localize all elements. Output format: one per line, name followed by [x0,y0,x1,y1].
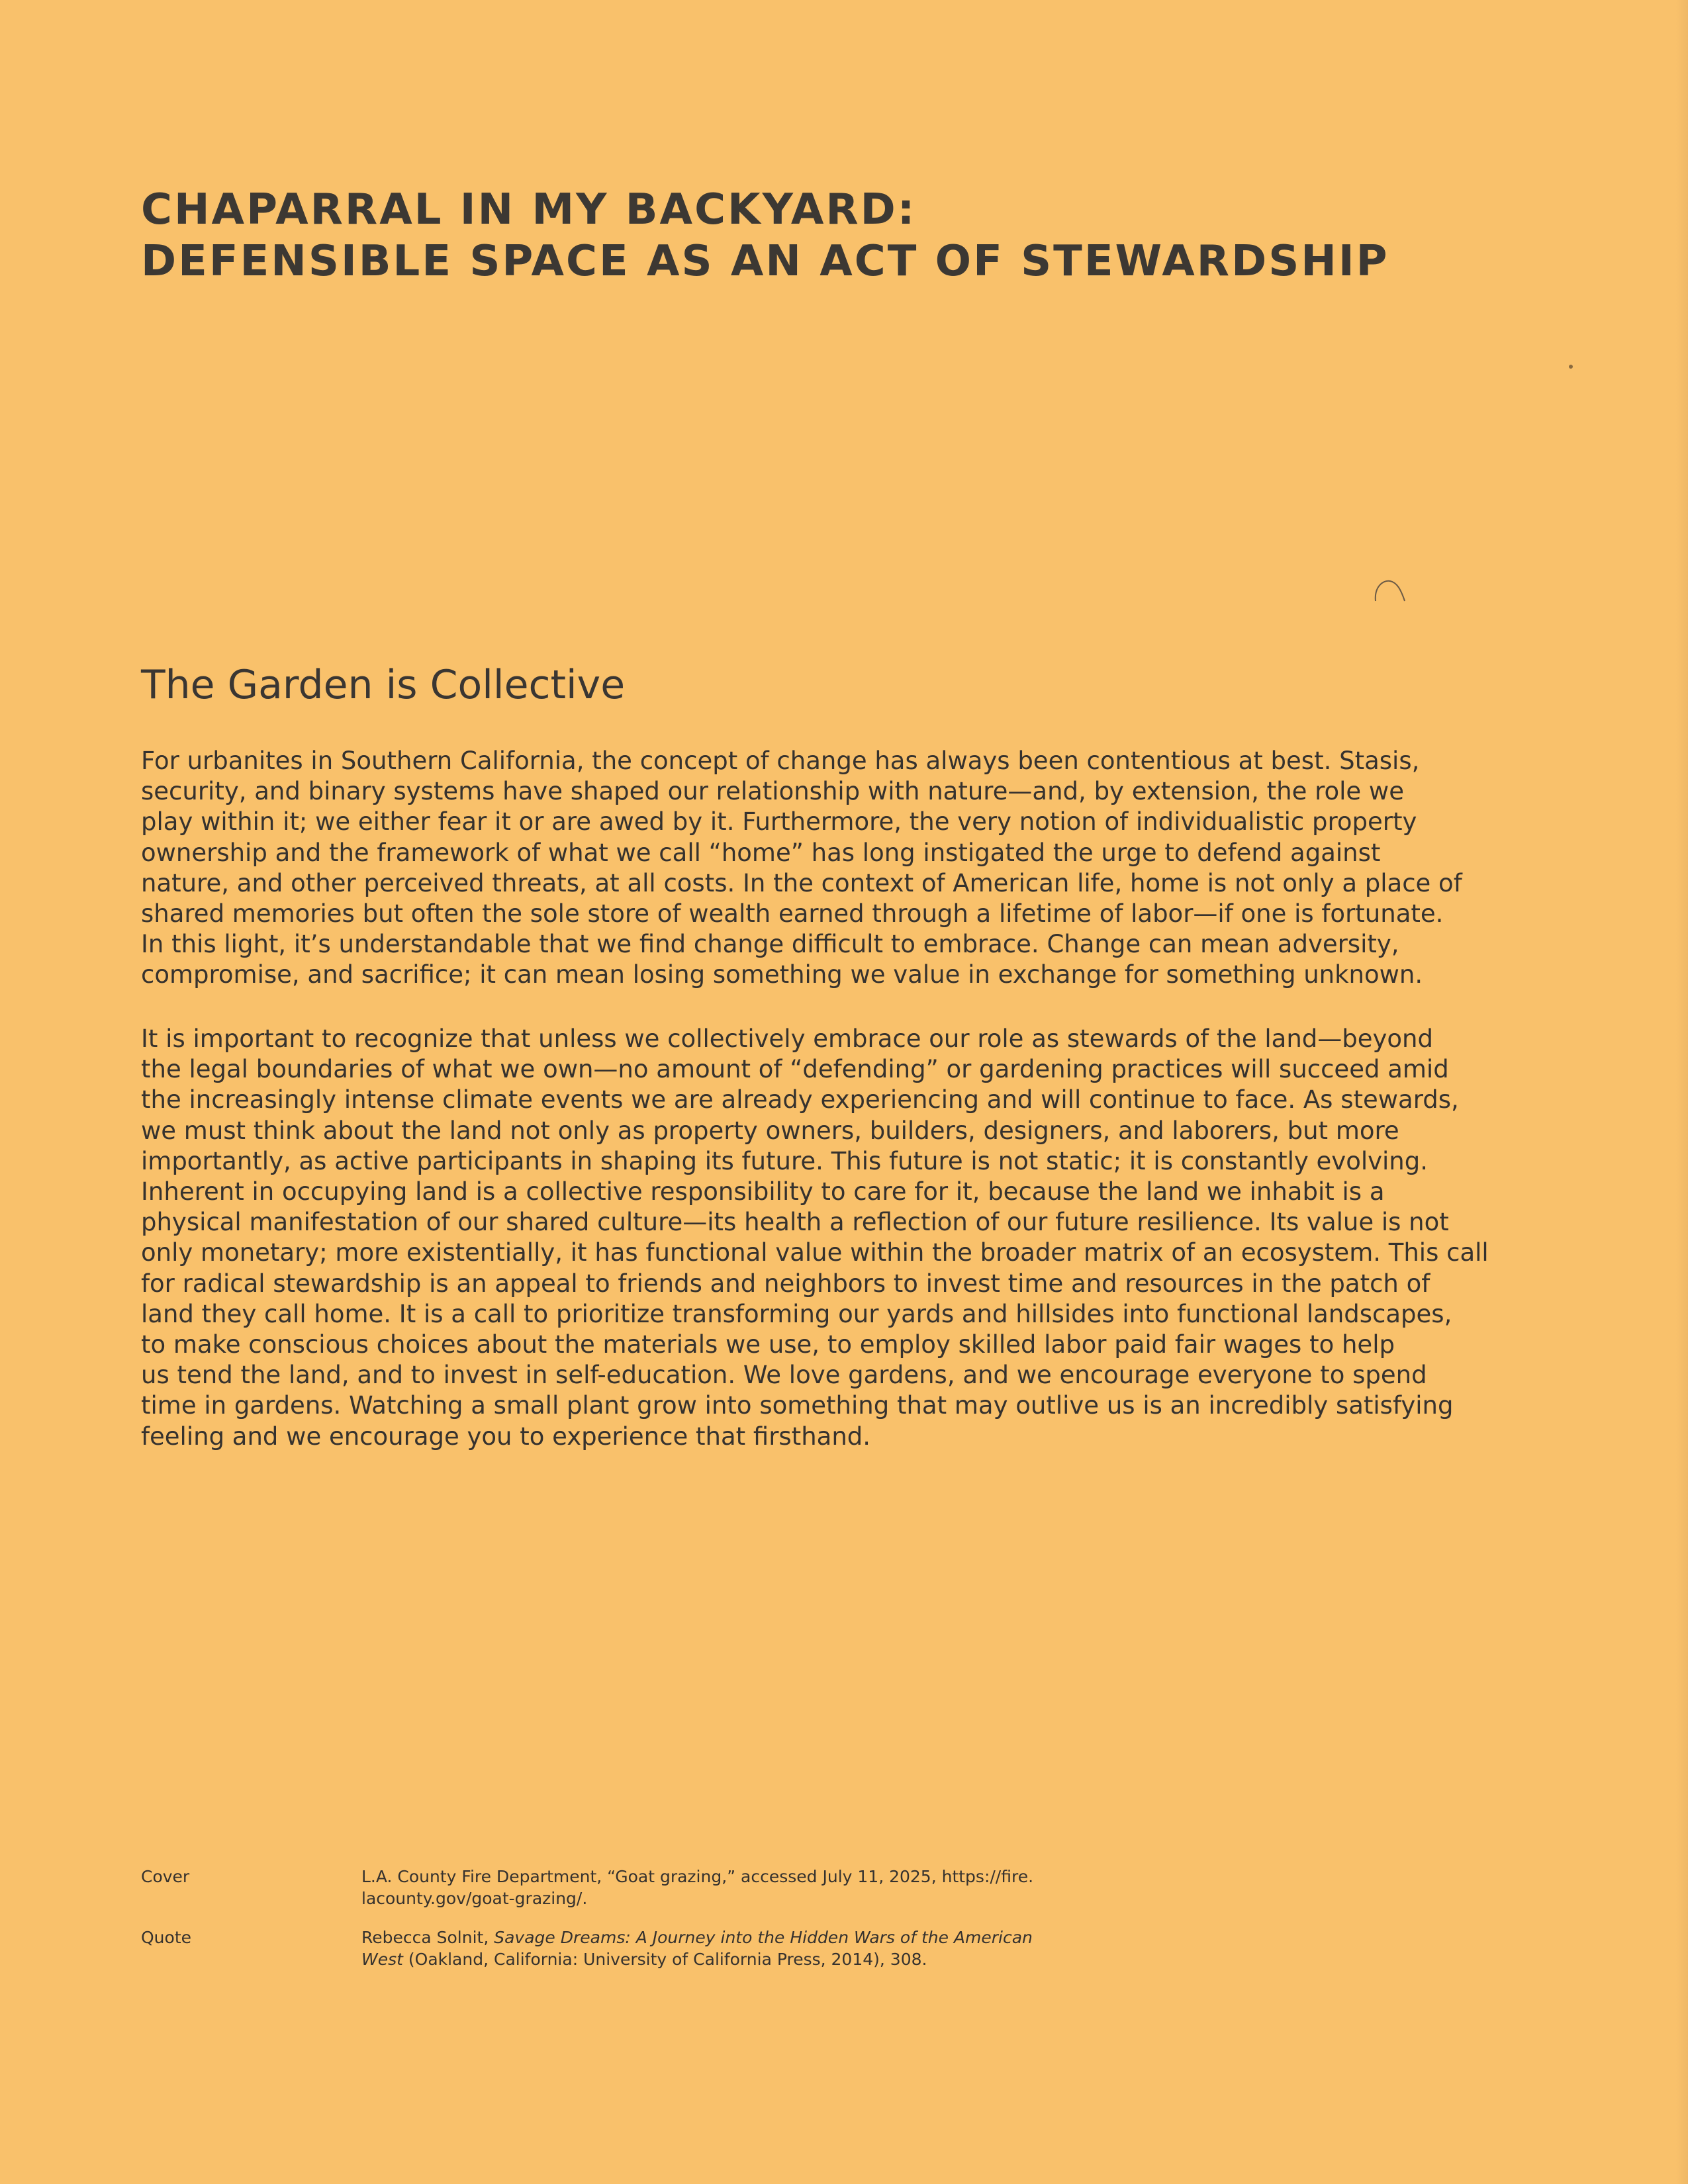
paper-edge [1676,0,1688,2184]
paragraph-line: nature, and other perceived threats, at all costs. In the context of American life, home is not only a place of [141,868,1462,897]
paragraph-line: us tend the land, and to invest in self-education. We love gardens, and we encourage everyone to spend [141,1361,1427,1390]
note-line: lacounty.gov/goat-grazing/. [361,1889,588,1908]
note-author: Rebecca Solnit, [361,1928,494,1947]
note-book-title: Savage Dreams: A Journey into the Hidden Wars of the American [494,1928,1033,1947]
paragraph-line: only monetary; more existentially, it has functional value within the broader matrix of an ecosystem. This call [141,1238,1489,1267]
note-label-cover: Cover [141,1867,190,1886]
paragraph-line: to make conscious choices about the materials we use, to employ skilled labor paid fair wages to help [141,1330,1395,1359]
paragraph-line: land they call home. It is a call to prioritize transforming our yards and hillsides into functional landscapes, [141,1299,1452,1328]
paragraph-line: the increasingly intense climate events we are already experiencing and will continue to face. As stewards, [141,1085,1459,1115]
paragraph-line: For urbanites in Southern California, the concept of change has always been contentious at best. Stasis, [141,747,1420,775]
note-line: L.A. County Fire Department, “Goat grazing,” accessed July 11, 2025, https://fire. [361,1867,1034,1886]
paragraph-line: In this light, it’s understandable that we find change difficult to embrace. Change can mean adversity, [141,930,1399,959]
paragraph-line: feeling and we encourage you to experience that firsthand. [141,1422,871,1451]
note-line [361,1927,1222,1948]
paragraph-line: physical manifestation of our shared culture—its health a reflection of our future resilience. Its value is not [141,1208,1449,1237]
document-title [141,184,1597,287]
note-text-cover [361,1866,1222,1909]
note-line [361,1948,1222,1970]
paragraph-line: ownership and the framework of what we call “home” has long instigated the urge to defend against [141,838,1381,867]
paragraph-line: Inherent in occupying land is a collective responsibility to care for it, because the land we inhabit is a [141,1177,1385,1206]
note-text-quote [361,1927,1222,1970]
body-paragraph-1 [141,746,1544,991]
paragraph-line: compromise, and sacrifice; it can mean losing something we value in exchange for something unknown. [141,960,1423,989]
title-line-1: CHAPARRAL IN MY BACKYARD: [141,185,917,234]
paragraph-line: we must think about the land not only as property owners, builders, designers, and laborers, but more [141,1116,1399,1145]
note-publication: (Oakland, California: University of California Press, 2014), 308. [402,1950,927,1969]
paragraph-line: shared memories but often the sole store of wealth earned through a lifetime of labor—if one is fortunate. [141,899,1444,929]
body-paragraph-2 [141,1024,1544,1452]
paper-speck [1569,365,1573,369]
paragraph-line: importantly, as active participants in shaping its future. This future is not static; it is constantly evolving. [141,1146,1428,1175]
paragraph-line: It is important to recognize that unless we collectively embrace our role as stewards of the land—beyond [141,1024,1433,1053]
note-book-title-end: West [361,1950,403,1969]
paragraph-line: play within it; we either fear it or are awed by it. Furthermore, the very notion of individualistic property [141,807,1417,837]
paragraph-line: the legal boundaries of what we own—no amount of “defending” or gardening practices will succeed amid [141,1055,1449,1084]
section-heading: The Garden is Collective [141,662,626,708]
pencil-mark-icon [1370,574,1410,608]
paragraph-line: for radical stewardship is an appeal to friends and neighbors to invest time and resources in the patch of [141,1269,1430,1298]
paragraph-line: security, and binary systems have shaped our relationship with nature—and, by extension, the role we [141,777,1404,806]
paragraph-line: time in gardens. Watching a small plant grow into something that may outlive us is an incredibly satisfying [141,1391,1454,1420]
title-line-2: DEFENSIBLE SPACE AS AN ACT OF STEWARDSHIP [141,237,1389,286]
note-label-quote: Quote [141,1928,192,1947]
